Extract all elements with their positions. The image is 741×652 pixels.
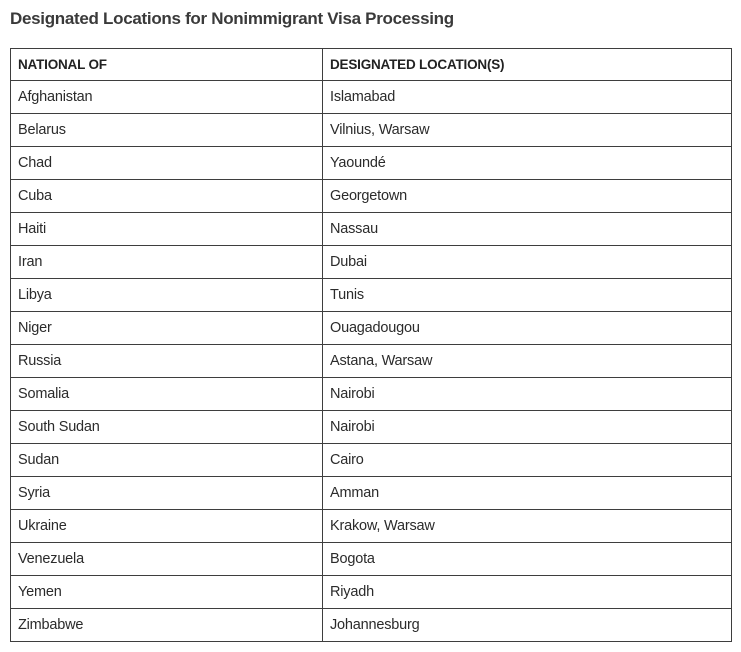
visa-processing-table xyxy=(10,48,732,642)
table-row xyxy=(11,147,732,180)
locations-cell: Islamabad xyxy=(323,81,732,114)
national-of-cell: Somalia xyxy=(11,378,323,411)
locations-cell: Riyadh xyxy=(323,576,732,609)
table-row xyxy=(11,411,732,444)
national-of-cell: Sudan xyxy=(11,444,323,477)
national-of-cell: Syria xyxy=(11,477,323,510)
locations-cell: Amman xyxy=(323,477,732,510)
column-header-national-of: NATIONAL OF xyxy=(11,49,323,81)
locations-cell: Astana, Warsaw xyxy=(323,345,732,378)
locations-cell: Bogota xyxy=(323,543,732,576)
table-row xyxy=(11,444,732,477)
national-of-cell: Russia xyxy=(11,345,323,378)
locations-cell: Krakow, Warsaw xyxy=(323,510,732,543)
locations-cell: Georgetown xyxy=(323,180,732,213)
national-of-cell: Ukraine xyxy=(11,510,323,543)
locations-cell: Cairo xyxy=(323,444,732,477)
locations-cell: Dubai xyxy=(323,246,732,279)
national-of-cell: Iran xyxy=(11,246,323,279)
locations-cell: Nairobi xyxy=(323,378,732,411)
page-title: Designated Locations for Nonimmigrant Visa Processing xyxy=(10,9,454,28)
national-of-cell: Niger xyxy=(11,312,323,345)
table-row xyxy=(11,378,732,411)
national-of-cell: Yemen xyxy=(11,576,323,609)
national-of-cell: Haiti xyxy=(11,213,323,246)
column-header-designated-locations: DESIGNATED LOCATION(S) xyxy=(323,49,732,81)
table-row xyxy=(11,114,732,147)
locations-cell: Ouagadougou xyxy=(323,312,732,345)
locations-cell: Nairobi xyxy=(323,411,732,444)
national-of-cell: Belarus xyxy=(11,114,323,147)
table-row xyxy=(11,576,732,609)
table-row xyxy=(11,543,732,576)
locations-cell: Yaoundé xyxy=(323,147,732,180)
locations-cell: Tunis xyxy=(323,279,732,312)
table-row xyxy=(11,609,732,642)
national-of-cell: South Sudan xyxy=(11,411,323,444)
national-of-cell: Zimbabwe xyxy=(11,609,323,642)
table-row xyxy=(11,180,732,213)
national-of-cell: Venezuela xyxy=(11,543,323,576)
national-of-cell: Libya xyxy=(11,279,323,312)
table-row xyxy=(11,312,732,345)
table-row xyxy=(11,246,732,279)
table-row xyxy=(11,477,732,510)
table-row xyxy=(11,510,732,543)
locations-cell: Nassau xyxy=(323,213,732,246)
table-row xyxy=(11,81,732,114)
table-row xyxy=(11,345,732,378)
table-row xyxy=(11,279,732,312)
locations-cell: Johannesburg xyxy=(323,609,732,642)
locations-cell: Vilnius, Warsaw xyxy=(323,114,732,147)
national-of-cell: Cuba xyxy=(11,180,323,213)
table-row xyxy=(11,213,732,246)
national-of-cell: Chad xyxy=(11,147,323,180)
table-header-row xyxy=(11,49,732,81)
national-of-cell: Afghanistan xyxy=(11,81,323,114)
